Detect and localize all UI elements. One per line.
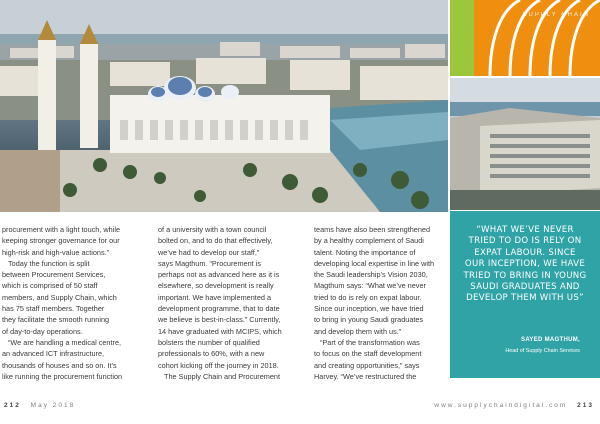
page-number-right: 213 bbox=[577, 402, 594, 409]
text-line: of day-to-day operations. bbox=[2, 326, 83, 336]
text-line: of a university with a town council bbox=[158, 225, 267, 234]
text-line: and develop them with us.” bbox=[314, 326, 402, 336]
office-building-image bbox=[450, 78, 600, 210]
text-line: an advanced ICT infrastructure, bbox=[2, 349, 105, 359]
text-line: important. We have implemented a bbox=[158, 292, 272, 302]
quote-line: DEVELOP THEM WITH US” bbox=[466, 293, 584, 304]
quote-line: TRIED TO BRING IN YOUNG bbox=[463, 270, 587, 281]
text-line: we believe is best-in-class.” Currently, bbox=[158, 315, 281, 325]
text-line: bolted on, and to do that effectively, bbox=[158, 236, 273, 246]
text-line: “We are handling a medical centre, bbox=[8, 337, 122, 347]
website-url: www.supplychaindigital.com bbox=[434, 402, 568, 409]
text-line: Magthum says: “What we’ve never bbox=[314, 281, 426, 291]
quote-line: EXPAT LABOUR. SINCE bbox=[474, 247, 576, 258]
footer-left bbox=[4, 402, 75, 409]
body-column-3 bbox=[314, 224, 454, 382]
quote-attribution-role: Head of Supply Chain Services bbox=[505, 348, 580, 354]
section-label: SUPPLY CHAIN bbox=[522, 12, 590, 18]
text-line: professionals to 60%, with a new bbox=[158, 349, 265, 359]
text-line: procurement with a light touch, while bbox=[2, 225, 121, 234]
text-line: Since our inception, we have tried bbox=[314, 304, 424, 314]
text-line: keeping stronger governance for our bbox=[2, 236, 120, 246]
text-line: talent. Noting the importance of bbox=[314, 247, 416, 257]
issue-date: May 2018 bbox=[30, 402, 76, 409]
pull-quote-box bbox=[450, 211, 600, 378]
text-line: elsewhere, so development is really bbox=[158, 281, 274, 291]
mosque-aerial-image bbox=[0, 0, 448, 212]
text-line: between Procurement Services, bbox=[2, 270, 106, 280]
body-column-1 bbox=[2, 224, 142, 382]
text-line: has 75 staff members. Together bbox=[2, 304, 105, 314]
text-line: thousands of houses and so on. It’s bbox=[2, 360, 117, 370]
main-photo bbox=[0, 0, 448, 212]
text-line: like running the procurement function bbox=[2, 371, 123, 381]
text-line: The Supply Chain and Procurement bbox=[164, 371, 281, 381]
text-line: Today the function is split bbox=[8, 258, 90, 268]
pull-quote-text bbox=[456, 225, 594, 305]
text-line: members, and Supply Chain, which bbox=[2, 292, 117, 302]
text-line: they facilitate the smooth running bbox=[2, 315, 110, 325]
side-photo bbox=[450, 78, 600, 210]
text-line: “Part of the transformation was bbox=[320, 337, 420, 347]
footer-right bbox=[434, 402, 594, 409]
text-line: developing local expertise in line with bbox=[314, 258, 435, 268]
text-line: bolsters the number of qualified bbox=[158, 337, 260, 347]
text-line: development programme, that to date bbox=[158, 304, 280, 314]
text-line: tried to do is rely on expat labour. bbox=[314, 292, 422, 302]
text-line: 14 have graduated with MCIPS, which bbox=[158, 326, 282, 336]
text-line: and creating opportunities,” says bbox=[314, 360, 420, 370]
text-line: to bring in young Saudi graduates bbox=[314, 315, 424, 325]
text-line: perhaps not as advanced here as it is bbox=[158, 270, 280, 280]
quote-line: OUR INCEPTION, WE HAVE bbox=[464, 259, 586, 270]
quote-line: SAUDI GRADUATES AND bbox=[470, 282, 580, 293]
quote-attribution-name: SAYED MAGTHUM, bbox=[521, 337, 580, 343]
quote-line: “WHAT WE’VE NEVER bbox=[476, 225, 574, 235]
text-line: high-risk and high-value actions.” bbox=[2, 247, 110, 257]
text-line: by a healthy complement of Saudi bbox=[314, 236, 424, 246]
text-line: which is comprised of 50 staff bbox=[2, 281, 98, 291]
text-line: Harvey. “We’ve restructured the bbox=[314, 371, 417, 381]
quote-line: TRIED TO DO IS RELY ON bbox=[468, 236, 582, 247]
text-line: cohort kicking off the journey in 2018. bbox=[158, 360, 279, 370]
page-number-left: 212 bbox=[4, 402, 21, 409]
text-line: the Saudi leadership’s Vision 2030, bbox=[314, 270, 428, 280]
text-line: we’ve had to develop our staff,” bbox=[158, 247, 260, 257]
header-graphic bbox=[450, 0, 600, 76]
text-line: to focus on the staff development bbox=[314, 349, 422, 359]
text-line: says Magthum. “Procurement is bbox=[158, 258, 262, 268]
body-column-2 bbox=[158, 224, 298, 382]
text-line: teams have also been strengthened bbox=[314, 225, 431, 234]
